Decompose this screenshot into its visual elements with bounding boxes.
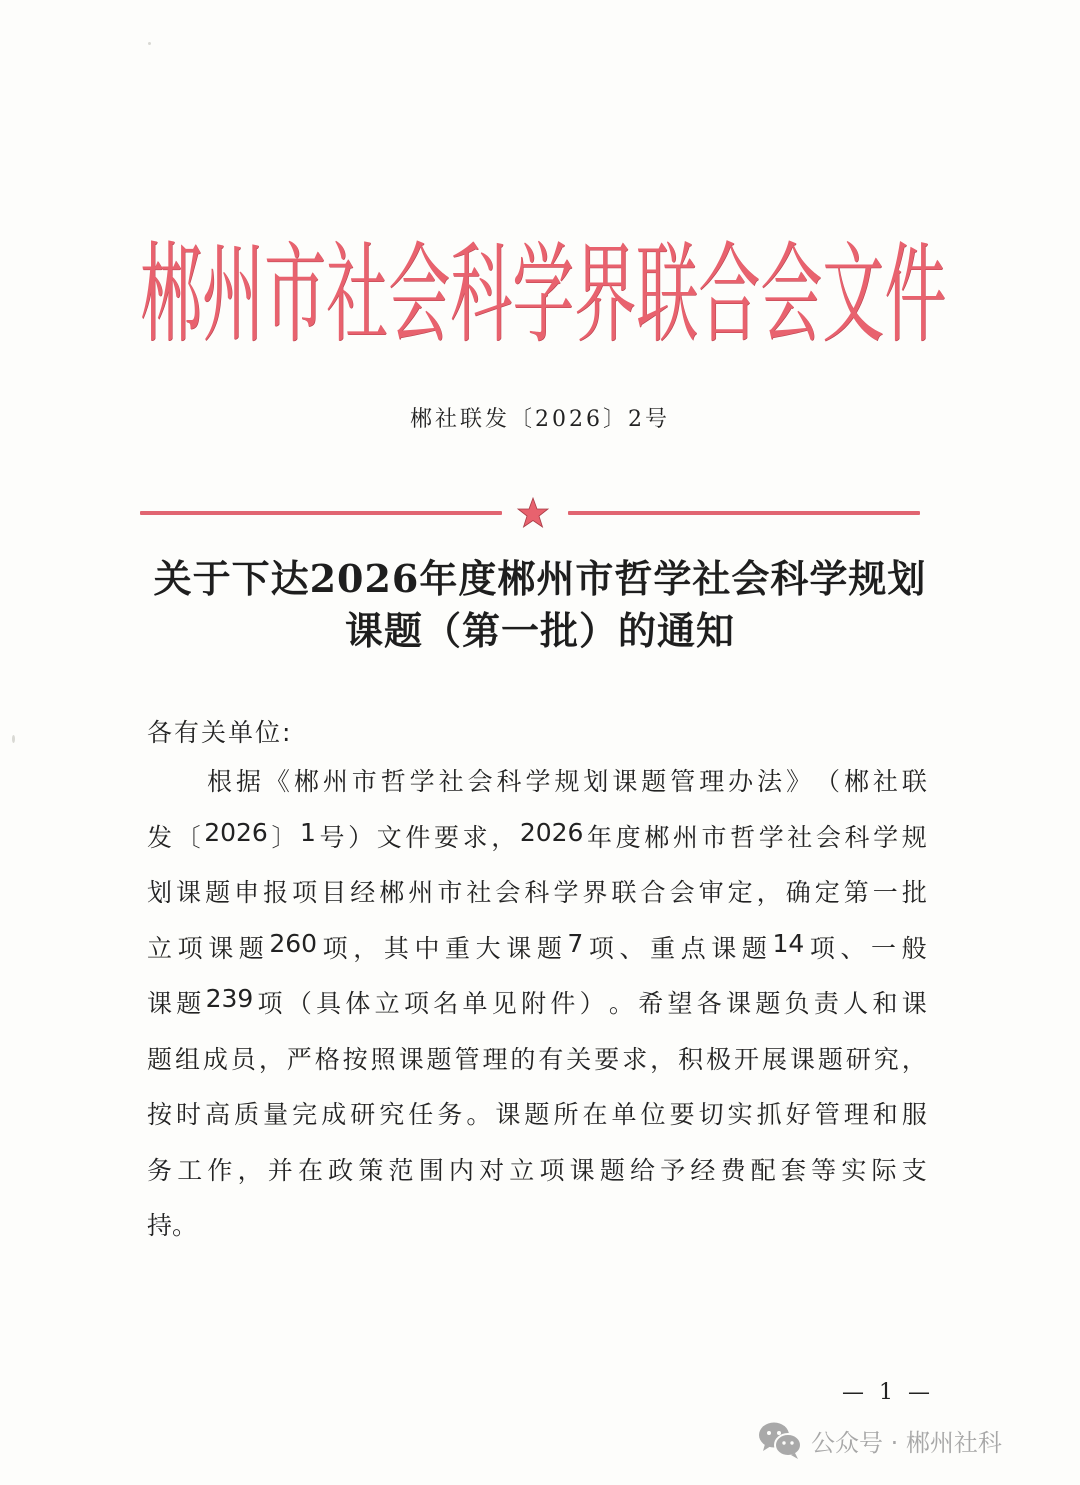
document-number: 郴社联发〔2026〕2号 [410, 407, 670, 432]
wechat-icon [757, 1420, 803, 1460]
org-title-char: 文 [822, 230, 885, 358]
org-header-title [140, 225, 947, 365]
divider-line-right [568, 511, 920, 515]
org-title-char: 市 [264, 230, 327, 358]
org-title-char: 件 [884, 230, 947, 358]
star-icon [516, 496, 550, 530]
org-title-char: 界 [574, 230, 637, 358]
document-title-line-1: 关于下达2026年度郴州市哲学社会科学规划 [153, 556, 927, 601]
org-title-char: 科 [450, 230, 513, 358]
body-line: 持。 [147, 1211, 198, 1240]
body-line: 课 题 239 项 （ 具 体 立 项 名 单 见 附 件 ） 。 希 望 各 课 题 负 责 人 和 课 [147, 984, 927, 1018]
body-line: 按 时 高 质 量 完 成 研 究 任 务 。 课 题 所 在 单 位 要 切 实 抓 好 管 理 和 服 [147, 1100, 927, 1129]
salutation: 各有关单位: [147, 718, 293, 747]
watermark-text: 公众号 · 郴州社科 [811, 1428, 1002, 1457]
org-title-char: 合 [698, 230, 761, 358]
org-title-char: 会 [388, 230, 451, 358]
org-title-char: 郴 [140, 230, 203, 358]
body-line: 划 课 题 申 报 项 目 经 郴 州 市 社 会 科 学 界 联 合 会 审 定 ， 确 定 第 一 批 [147, 878, 927, 907]
org-title-char: 会 [760, 230, 823, 358]
org-title-char: 社 [326, 230, 389, 358]
body-line: 务 工 作 ， 并 在 政 策 范 围 内 对 立 项 课 题 给 予 经 费 配 套 等 实 际 支 [147, 1155, 927, 1185]
body-line: 立 项 课 题 260 项 ， 其 中 重 大 课 题 7 项 、 重 点 课 题 14 项 、 一 般 [147, 928, 927, 963]
body-line: 根 据 《 郴 州 市 哲 学 社 会 科 学 规 划 课 题 管 理 办 法 》 （ 郴 社 联 [207, 767, 927, 796]
org-title-char: 联 [636, 230, 699, 358]
document-title-line-2: 课题（第一批）的通知 [344, 608, 735, 653]
org-title-char: 学 [512, 230, 575, 358]
page-number: — 1 — [842, 1380, 934, 1405]
org-title-char: 州 [202, 230, 265, 358]
header-divider [140, 504, 920, 524]
watermark [757, 1420, 1002, 1460]
divider-line-left [140, 511, 502, 515]
scan-speck [12, 735, 15, 743]
body-line: 题 组 成 员 ， 严 格 按 照 课 题 管 理 的 有 关 要 求 ， 积 极 开 展 课 题 研 究 ， [147, 1044, 927, 1074]
scan-speck [148, 42, 151, 45]
body-line: 发 〔 2026 〕 1 号 ） 文 件 要 求 ， 2026 年 度 郴 州 市 哲 学 社 会 科 学 规 [147, 817, 927, 852]
